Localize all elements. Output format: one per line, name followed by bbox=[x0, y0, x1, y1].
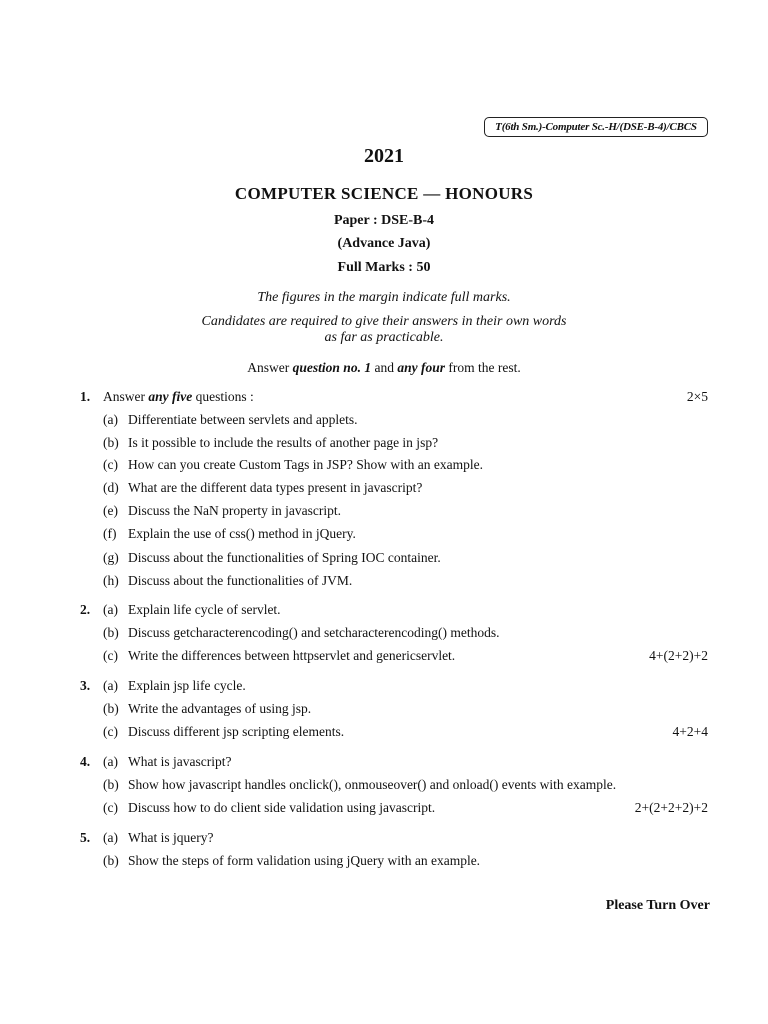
q1-prefix: Answer bbox=[103, 389, 149, 404]
answer-instruction bbox=[0, 360, 768, 376]
paper-code-box bbox=[484, 117, 708, 137]
part-text: What is jquery? bbox=[128, 830, 214, 845]
part-letter: (a) bbox=[103, 754, 118, 769]
question-1-instruction bbox=[103, 389, 254, 405]
question-part bbox=[0, 480, 768, 498]
part-letter: (c) bbox=[103, 800, 118, 815]
please-turn-over: Please Turn Over bbox=[605, 898, 710, 913]
question-marks: 4+(2+2)+2 bbox=[649, 648, 708, 663]
part-text: Explain the use of css() method in jQuery. bbox=[128, 526, 356, 541]
part-text: Discuss getcharacterencoding() and setcharacterencoding() methods. bbox=[128, 625, 500, 640]
part-text: Write the advantages of using jsp. bbox=[128, 701, 312, 716]
part-text: How can you create Custom Tags in JSP? Show with an example. bbox=[128, 457, 484, 472]
part-text: Show the steps of form validation using jQuery with an example. bbox=[128, 853, 481, 868]
instruction-middle: and bbox=[371, 360, 398, 375]
part-text: Discuss how to do client side validation using javascript. bbox=[128, 800, 436, 815]
question-part bbox=[0, 724, 768, 742]
part-text: Explain jsp life cycle. bbox=[128, 678, 246, 693]
question-number: 2. bbox=[80, 602, 91, 617]
part-text: Write the differences between httpservlet and genericservlet. bbox=[128, 648, 456, 663]
part-letter: (d) bbox=[103, 480, 119, 495]
question-part bbox=[0, 777, 768, 795]
part-letter: (a) bbox=[103, 412, 118, 427]
question-part bbox=[0, 526, 768, 544]
part-text: Discuss about the functionalities of Spring IOC container. bbox=[128, 550, 441, 565]
part-letter: (f) bbox=[103, 526, 117, 541]
question-marks: 4+2+4 bbox=[672, 724, 708, 739]
question-part bbox=[0, 550, 768, 568]
question-part bbox=[0, 573, 768, 591]
part-letter: (b) bbox=[103, 701, 119, 716]
part-letter: (h) bbox=[103, 573, 119, 588]
question-part bbox=[0, 648, 768, 666]
part-letter: (b) bbox=[103, 853, 119, 868]
question-part bbox=[0, 754, 768, 772]
course-name: (Advance Java) bbox=[337, 236, 431, 251]
practicable-note: as far as practicable. bbox=[324, 330, 444, 345]
question-part bbox=[0, 625, 768, 643]
part-text: What are the different data types present in javascript? bbox=[128, 480, 423, 495]
question-1-header bbox=[0, 389, 768, 407]
question-part bbox=[0, 800, 768, 818]
q1-emphasis: any five bbox=[148, 389, 193, 404]
part-text: Discuss the NaN property in javascript. bbox=[128, 503, 341, 518]
question-part bbox=[0, 435, 768, 453]
question-number: 5. bbox=[80, 830, 91, 845]
part-letter: (g) bbox=[103, 550, 119, 565]
part-text: Discuss different jsp scripting elements. bbox=[128, 724, 345, 739]
margin-note: The figures in the margin indicate full marks. bbox=[257, 290, 511, 305]
part-text: Explain life cycle of servlet. bbox=[128, 602, 281, 617]
part-letter: (b) bbox=[103, 435, 119, 450]
own-words-note: Candidates are required to give their answers in their own words bbox=[201, 314, 567, 329]
question-part bbox=[0, 830, 768, 848]
part-letter: (a) bbox=[103, 678, 118, 693]
instruction-any-four: any four bbox=[397, 360, 445, 375]
question-part bbox=[0, 701, 768, 719]
full-marks: Full Marks : 50 bbox=[337, 260, 431, 275]
instruction-prefix: Answer bbox=[247, 360, 293, 375]
part-letter: (e) bbox=[103, 503, 118, 518]
part-letter: (a) bbox=[103, 830, 118, 845]
part-text: Discuss about the functionalities of JVM. bbox=[128, 573, 353, 588]
part-text: What is javascript? bbox=[128, 754, 232, 769]
question-part bbox=[0, 457, 768, 475]
part-letter: (a) bbox=[103, 602, 118, 617]
question-number: 3. bbox=[80, 678, 91, 693]
part-text: Is it possible to include the results of another page in jsp? bbox=[128, 435, 439, 450]
question-part bbox=[0, 853, 768, 871]
part-text: Differentiate between servlets and applets. bbox=[128, 412, 358, 427]
instruction-suffix: from the rest. bbox=[444, 360, 521, 375]
question-marks: 2×5 bbox=[686, 389, 708, 404]
exam-year: 2021 bbox=[364, 145, 404, 167]
part-letter: (b) bbox=[103, 625, 119, 640]
subject-title: COMPUTER SCIENCE — HONOURS bbox=[234, 184, 534, 203]
question-part bbox=[0, 678, 768, 696]
paper-code: T(6th Sm.)-Computer Sc.-H/(DSE-B-4)/CBCS bbox=[495, 121, 697, 133]
question-number: 4. bbox=[80, 754, 91, 769]
question-number: 1. bbox=[80, 389, 91, 404]
q1-suffix: questions : bbox=[192, 389, 254, 404]
paper-number: Paper : DSE-B-4 bbox=[333, 213, 435, 228]
question-part bbox=[0, 602, 768, 620]
part-text: Show how javascript handles onclick(), onmouseover() and onload() events with example. bbox=[128, 777, 617, 792]
part-letter: (c) bbox=[103, 648, 118, 663]
question-part bbox=[0, 412, 768, 430]
part-letter: (c) bbox=[103, 724, 118, 739]
part-letter: (b) bbox=[103, 777, 119, 792]
part-letter: (c) bbox=[103, 457, 118, 472]
instruction-question-no: question no. 1 bbox=[292, 360, 372, 375]
question-marks: 2+(2+2+2)+2 bbox=[634, 800, 708, 815]
question-part bbox=[0, 503, 768, 521]
